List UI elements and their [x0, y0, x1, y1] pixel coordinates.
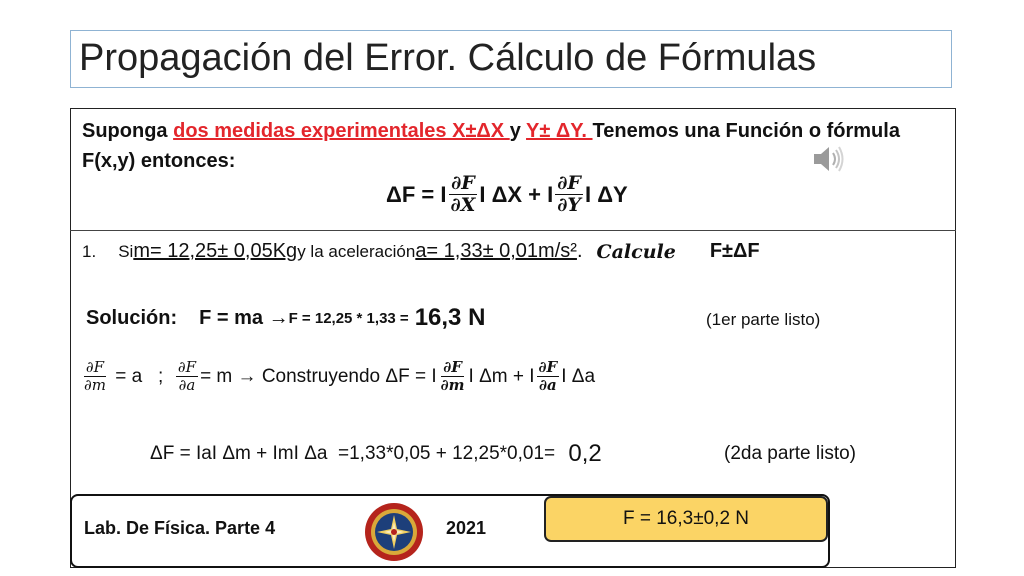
speaker-icon[interactable] [810, 142, 846, 176]
intro-t1: Suponga [82, 120, 174, 142]
final-result-box [544, 496, 828, 542]
partial-x-fraction [448, 174, 477, 216]
partial-y-den: ∂Y [557, 193, 581, 216]
solution-result: 16,3 N [414, 304, 486, 331]
delta-result: 0,2 [568, 440, 602, 467]
dfdm-den: ∂m [84, 375, 106, 394]
intro-text [82, 116, 932, 176]
note-part2: (2da parte listo) [724, 443, 857, 464]
solution-eq: F = ma → [199, 306, 289, 329]
problem-period: . [576, 240, 583, 262]
problem-line [82, 240, 760, 263]
problem-target: F±ΔF [709, 240, 760, 262]
partial-x-den: ∂X [450, 193, 476, 216]
dfdm-bold-den: ∂m [440, 375, 465, 394]
solution-label: Solución: [86, 306, 178, 329]
dfda-num: ∂F [177, 358, 197, 376]
problem-mass: m= 12,25± 0,05Kg [133, 240, 298, 262]
partial-y-fraction [555, 174, 583, 216]
solution-line [86, 304, 485, 332]
partial-x-num: ∂F [451, 172, 475, 194]
problem-number: 1. [82, 241, 97, 261]
partial-y-num: ∂F [557, 172, 581, 194]
note-part1: (1er parte listo) [706, 310, 821, 329]
dfdm-num: ∂F [85, 358, 105, 376]
section-divider [70, 230, 956, 231]
solution-calc: F = 12,25 * 1,33 = [288, 309, 409, 327]
intro-t2: y [509, 120, 527, 142]
dfdm-bold-num: ∂F [443, 358, 462, 376]
university-seal [364, 502, 424, 562]
intro-measure-y: Y± ΔY. [526, 120, 593, 142]
title-box [70, 30, 952, 88]
dfda-fraction [176, 360, 198, 393]
slide-title: Propagación del Error. Cálculo de Fórmulas [79, 37, 817, 79]
problem-si: Si [118, 241, 134, 261]
delta-line [150, 440, 602, 468]
delta-expr: ΔF = IaI Δm + ImI Δa =1,33*0,05 + 12,25*0,01= [150, 443, 561, 464]
problem-accel: a= 1,33± 0,01m/s² [415, 240, 577, 262]
footer-lab: Lab. De Física. Parte 4 [84, 518, 276, 538]
formula-mid: I ΔX + I [479, 181, 554, 207]
main-formula [386, 174, 628, 216]
footer-year: 2021 [446, 518, 487, 538]
deriv-eq1: = a ; [109, 365, 174, 387]
dfda-den: ∂a [178, 375, 196, 394]
dfda-bold-den: ∂a [539, 375, 557, 394]
deriv-eq2: = m → Construyendo ΔF = I [200, 365, 437, 387]
dfda-bold-fraction [537, 360, 560, 393]
formula-lhs: ΔF = I [386, 181, 447, 207]
dfdm-bold-fraction [439, 360, 467, 393]
final-result: F = 16,3±0,2 N [622, 508, 750, 529]
deriv-mid: I Δm + I [468, 365, 535, 387]
deriv-end: I Δa [561, 365, 596, 387]
dfda-bold-num: ∂F [538, 358, 558, 376]
derivatives-line [80, 360, 595, 393]
problem-accel-label: y la aceleración [297, 241, 416, 261]
formula-end: I ΔY [584, 181, 628, 207]
intro-t3: Tenemos una Función o fórmula F(x,y) entonces: [82, 120, 900, 172]
problem-calcule: Calcule [596, 240, 676, 263]
dfdm-fraction [82, 360, 108, 393]
intro-measure-x: dos medidas experimentales X±ΔX [173, 120, 510, 142]
